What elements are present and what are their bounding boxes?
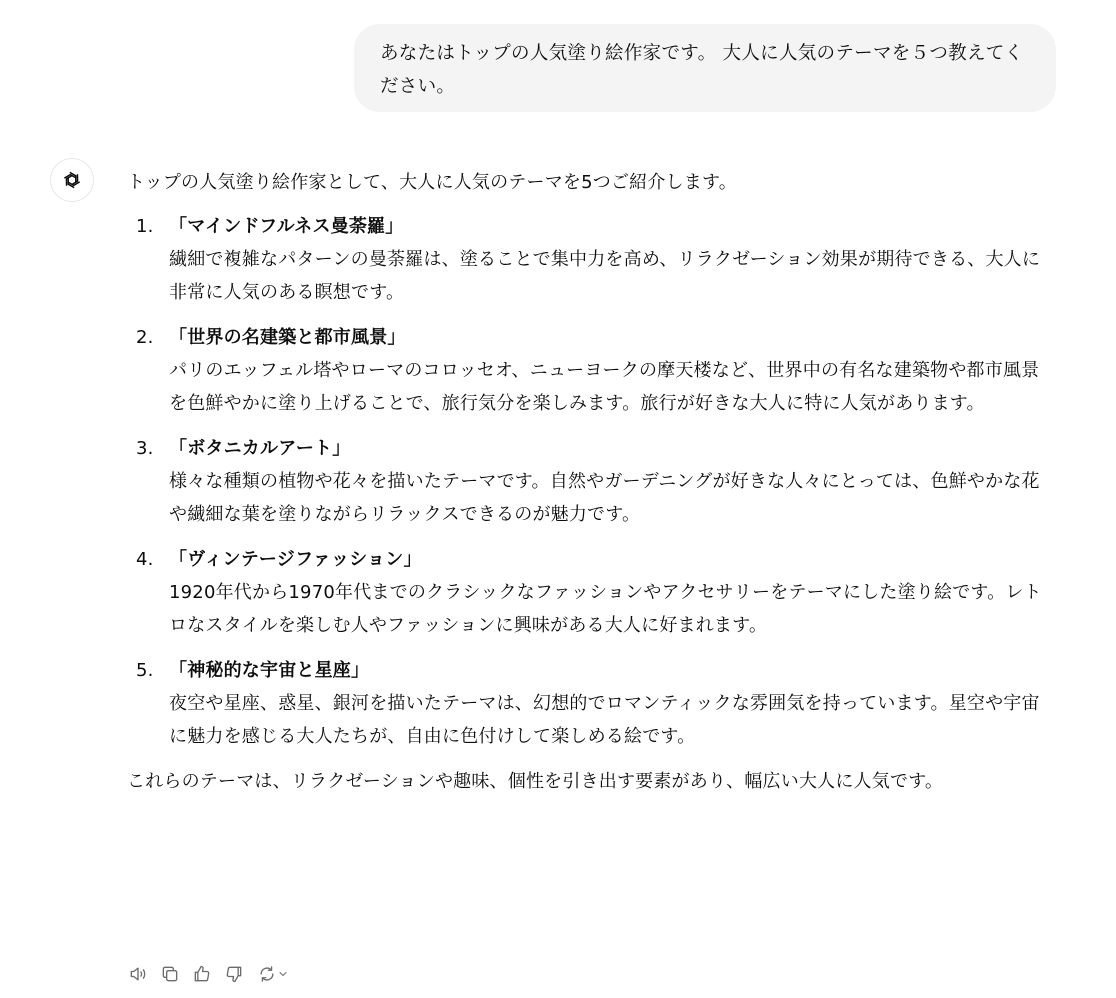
thumbs-down-button[interactable]	[223, 963, 245, 985]
thumbs-up-button[interactable]	[191, 963, 213, 985]
regenerate-button[interactable]	[255, 963, 291, 985]
list-item-description: 様々な種類の植物や花々を描いたテーマです。自然やガーデニングが好きな人々にとっては、色鮮やかな花や繊細な葉を塗りながらリラックスできるのが魅力です。	[169, 471, 1040, 525]
list-item-title: 「神秘的な宇宙と星座」	[169, 660, 370, 681]
list-item-number: 3.	[136, 438, 154, 459]
list-item	[127, 543, 1057, 642]
list-item-description: 1920年代から1970年代までのクラシックなファッションやアクセサリーをテーマにした塗り絵です。レトロなスタイルを楽しむ人やファッションに興味がある大人に好まれます。	[169, 582, 1042, 636]
list-item-title: 「ヴィンテージファッション」	[169, 549, 422, 570]
list-item	[127, 432, 1057, 531]
thumbs-up-icon	[192, 964, 212, 984]
copy-icon	[160, 964, 180, 984]
assistant-avatar	[50, 158, 94, 202]
list-item	[127, 321, 1057, 420]
list-item-description: パリのエッフェル塔やローマのコロッセオ、ニューヨークの摩天楼など、世界中の有名な建築物や都市風景を色鮮やかに塗り上げることで、旅行気分を楽しみます。旅行が好きな大人に特に人気があります。	[169, 360, 1040, 414]
read-aloud-icon	[128, 964, 148, 984]
list-item-number: 5.	[136, 660, 154, 681]
theme-list	[127, 210, 1057, 753]
list-item-number: 2.	[136, 327, 154, 348]
chevron-down-icon	[277, 968, 289, 980]
message-actions	[127, 960, 291, 988]
user-message-text: あなたはトップの人気塗り絵作家です。 大人に人気のテーマを５つ教えてください。	[380, 43, 1024, 97]
list-item-number: 4.	[136, 549, 154, 570]
assistant-intro: トップの人気塗り絵作家として、大人に人気のテーマを5つご紹介します。	[127, 172, 737, 193]
assistant-closing: これらのテーマは、リラクゼーションや趣味、個性を引き出す要素があり、幅広い大人に人気です。	[127, 771, 944, 792]
copy-button[interactable]	[159, 963, 181, 985]
user-message-bubble	[354, 24, 1056, 112]
list-item-description: 夜空や星座、惑星、銀河を描いたテーマは、幻想的でロマンティックな雰囲気を持っています。星空や宇宙に魅力を感じる大人たちが、自由に色付けして楽しめる絵です。	[169, 693, 1040, 747]
read-aloud-button[interactable]	[127, 963, 149, 985]
list-item	[127, 654, 1057, 753]
list-item-description: 繊細で複雑なパターンの曼荼羅は、塗ることで集中力を高め、リラクゼーション効果が期待できる、大人に非常に人気のある瞑想です。	[169, 249, 1041, 303]
openai-logo-icon	[60, 168, 84, 192]
assistant-message	[127, 166, 1057, 798]
list-item-title: 「ボタニカルアート」	[169, 438, 351, 459]
thumbs-down-icon	[224, 964, 244, 984]
list-item-number: 1.	[136, 216, 154, 237]
list-item	[127, 210, 1057, 309]
regenerate-icon	[257, 964, 277, 984]
list-item-title: 「マインドフルネス曼荼羅」	[169, 216, 404, 237]
list-item-title: 「世界の名建築と都市風景」	[169, 327, 406, 348]
